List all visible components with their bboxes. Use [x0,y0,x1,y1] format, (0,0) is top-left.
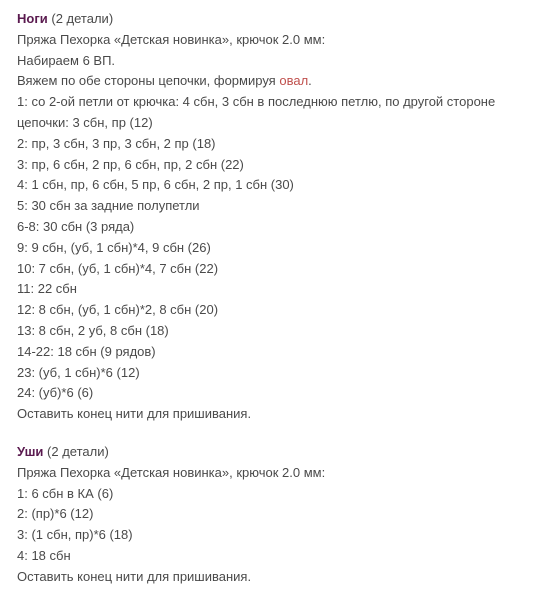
section-count: (2 детали) [47,443,109,459]
instruction-line: 4: 1 сбн, пр, 6 сбн, 5 пр, 6 сбн, 2 пр, 1 сбн (30) [17,177,294,193]
instruction-line: 23: (уб, 1 сбн)*6 (12) [17,364,140,380]
instruction-line: 9: 9 сбн, (уб, 1 сбн)*4, 9 сбн (26) [17,239,211,255]
section-title: Уши [17,443,44,459]
instruction-line: цепочки: 3 сбн, пр (12) [17,114,153,130]
section-heading [17,442,529,463]
instruction-line: 1: со 2-ой петли от крючка: 4 сбн, 3 сбн в последнюю петлю, по другой стороне [17,94,496,110]
instruction-suffix: . [308,73,312,89]
instruction-line: Пряжа Пехорка «Детская новинка», крючок 2.0 мм: [17,464,326,480]
instruction-line: 2: (пр)*6 (12) [17,506,94,522]
instruction-line: 13: 8 сбн, 2 уб, 8 сбн (18) [17,322,169,338]
instruction-line: 24: (уб)*6 (6) [17,385,94,401]
instruction-line: 11: 22 сбн [17,281,77,297]
instruction-line: 4: 18 сбн [17,547,71,563]
instruction-line: 2: пр, 3 сбн, 3 пр, 3 сбн, 2 пр (18) [17,135,216,151]
instruction-line: 3: (1 сбн, пр)*6 (18) [17,527,133,543]
instruction-line: 10: 7 сбн, (уб, 1 сбн)*4, 7 сбн (22) [17,260,219,276]
instruction-line: Пряжа Пехорка «Детская новинка», крючок 2.0 мм: [17,31,326,47]
instruction-line: 14-22: 18 сбн (9 рядов) [17,343,156,359]
section-heading [17,9,529,30]
instruction-line: Набираем 6 ВП. [17,52,116,68]
section-legs [17,9,529,425]
oval-link[interactable]: овал [279,73,309,89]
instruction-line: 3: пр, 6 сбн, 2 пр, 6 сбн, пр, 2 сбн (22) [17,156,244,172]
instruction-text: Вяжем по обе стороны цепочки, формируя [17,73,280,89]
section-ears [17,442,529,588]
instruction-line: 12: 8 сбн, (уб, 1 сбн)*2, 8 сбн (20) [17,302,219,318]
article-content [17,9,529,588]
instruction-line [17,71,529,92]
instruction-line: Оставить конец нити для пришивания. [17,406,252,422]
section-title: Ноги [17,11,48,26]
instruction-line: 1: 6 сбн в КА (6) [17,485,114,501]
section-count: (2 детали) [51,11,114,26]
instruction-line: 5: 30 сбн за задние полупетли [17,198,200,214]
instruction-line: 6-8: 30 сбн (3 ряда) [17,218,135,234]
instruction-line: Оставить конец нити для пришивания. [17,568,252,584]
